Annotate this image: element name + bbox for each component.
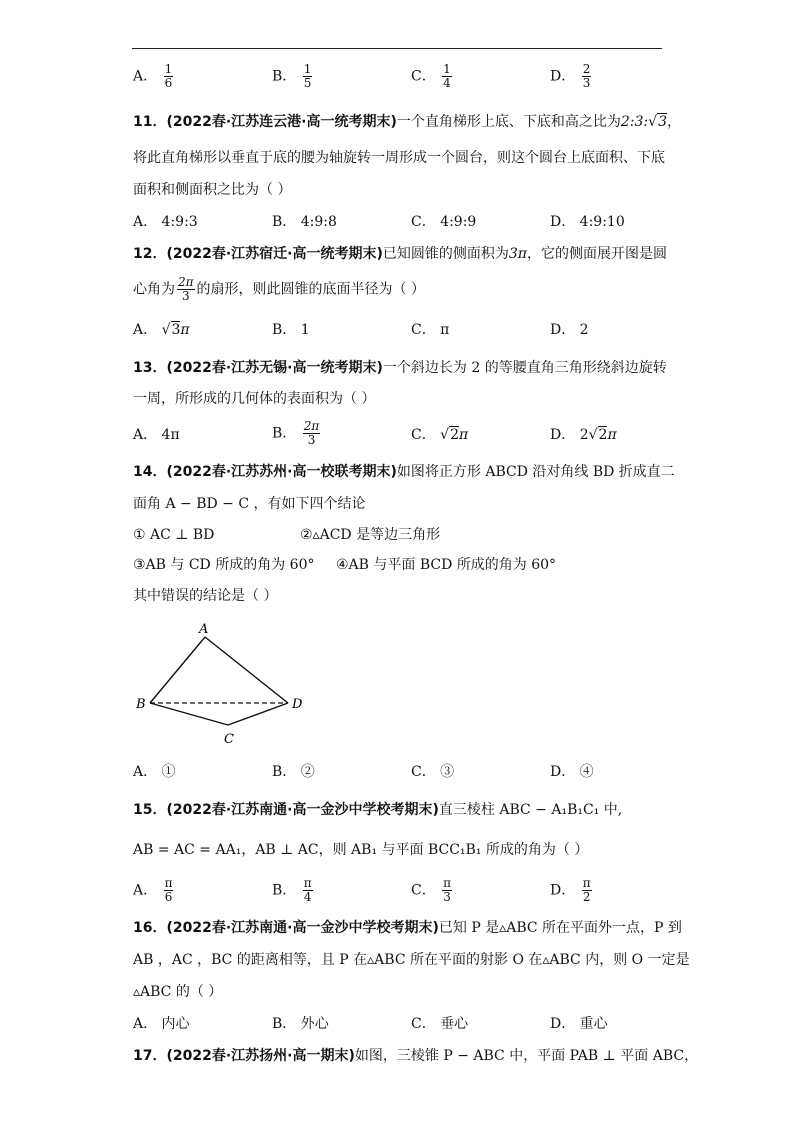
q12-stem-line-1: 12．(2022春·江苏宿迁·高一统考期末)已知圆锥的侧面积为3π，它的侧面展开图是圆 xyxy=(133,246,667,262)
q10-option-b: B． $\frac{1}{5}$ xyxy=(272,62,312,90)
edge-ab xyxy=(150,637,205,703)
q10-option-d: D． $\frac{2}{3}$ xyxy=(550,62,591,90)
q14-folded-square-figure xyxy=(130,615,310,750)
vertex-label-a: A xyxy=(199,622,209,637)
q16-option-a: A． 内心 xyxy=(133,1016,190,1032)
q12-option-d: D． 2 xyxy=(550,322,589,338)
q16-option-b: B． 外心 xyxy=(272,1016,329,1032)
q15-option-c: C． $\frac{\pi}{3}$ xyxy=(411,876,452,904)
q16-option-c: C． 垂心 xyxy=(411,1016,469,1032)
q14-conclusion-1: ① AC ⊥ BD xyxy=(133,527,215,543)
q11-stem-line-2: 将此直角梯形以垂直于底的腰为轴旋转一周形成一个圆台，则这个圆台上底面积、下底 xyxy=(133,150,665,166)
q16-stem-line-2: AB ，AC ，BC 的距离相等，且 P 在▵ABC 所在平面的射影 O 在▵ABC 内，则 O 一定是 xyxy=(133,952,690,968)
q13-option-a: A． 4π xyxy=(133,427,180,443)
q11-option-b: B． 4:9:8 xyxy=(272,214,337,230)
q17-stem-line-1: 17．(2022春·江苏扬州·高一期末)如图，三棱锥 P − ABC 中，平面 PAB ⊥ 平面 ABC， xyxy=(133,1048,699,1064)
q13-option-d: D． 2√2π xyxy=(550,427,617,443)
q11-stem-line-3: 面积和侧面积之比为（ ） xyxy=(133,182,292,198)
edge-cd xyxy=(228,703,288,725)
q15-option-a: A． $\frac{\pi}{6}$ xyxy=(133,876,173,904)
q12-option-a: A． √3π xyxy=(133,322,190,338)
q12-stem-line-2: 心角为 $\frac{2\pi}{3}$ 的扇形，则此圆锥的底面半径为（ ） xyxy=(133,275,425,303)
q14-conclusion-2: ②▵ACD 是等边三角形 xyxy=(300,527,441,543)
q15-option-b: B． $\frac{\pi}{4}$ xyxy=(272,876,312,904)
q11-option-a: A． 4:9:3 xyxy=(133,214,198,230)
vertex-label-d: D xyxy=(292,697,303,712)
q10-option-c: C． $\frac{1}{4}$ xyxy=(411,62,451,90)
vertex-label-c: C xyxy=(224,732,234,747)
q15-option-d: D． $\frac{\pi}{2}$ xyxy=(550,876,591,904)
q13-option-c: C． √2π xyxy=(411,427,469,443)
q12-option-c: C． π xyxy=(411,322,450,338)
header-rule xyxy=(132,48,662,49)
q16-stem-line-3: ▵ABC 的（ ） xyxy=(133,984,223,1000)
q11-option-c: C． 4:9:9 xyxy=(411,214,477,230)
q14-conclusion-3: ③AB 与 CD 所成的角为 60° xyxy=(133,557,315,573)
q16-stem-line-1: 16．(2022春·江苏南通·高一金沙中学校考期末)已知 P 是▵ABC 所在平面外一点，P 到 xyxy=(133,920,682,936)
q10-option-a: A． $\frac{1}{6}$ xyxy=(133,62,173,90)
q14-stem-line-5: 其中错误的结论是（ ） xyxy=(133,588,278,604)
q14-stem-line-1: 14．(2022春·江苏苏州·高一校联考期末)如图将正方形 ABCD 沿对角线 BD 折成直二 xyxy=(133,464,675,480)
q15-stem-line-1: 15．(2022春·江苏南通·高一金沙中学校考期末)直三棱柱 ABC − A₁B₁C₁ 中, xyxy=(133,802,623,818)
q14-conclusion-4: ④AB 与平面 BCD 所成的角为 60° xyxy=(336,557,557,573)
edge-bc xyxy=(150,703,228,725)
q13-stem-line-2: 一周，所形成的几何体的表面积为（ ） xyxy=(133,391,376,407)
q13-option-b: B． $\frac{2\pi}{3}$ xyxy=(272,419,320,447)
q16-option-d: D． 重心 xyxy=(550,1016,608,1032)
edge-ad xyxy=(205,637,288,703)
q14-option-b: B． ② xyxy=(272,764,315,780)
q13-stem-line-1: 13．(2022春·江苏无锡·高一统考期末)一个斜边长为 2 的等腰直角三角形绕斜边旋转 xyxy=(133,360,667,376)
q11-option-d: D． 4:9:10 xyxy=(550,214,625,230)
q14-option-d: D． ④ xyxy=(550,764,594,780)
vertex-label-b: B xyxy=(136,697,146,712)
q14-option-c: C． ③ xyxy=(411,764,455,780)
q12-option-b: B． 1 xyxy=(272,322,310,338)
q14-option-a: A． ① xyxy=(133,764,176,780)
q15-stem-line-2: AB = AC = AA₁，AB ⊥ AC，则 AB₁ 与平面 BCC₁B₁ 所成的角为（ ） xyxy=(133,842,589,858)
q14-stem-line-2: 面角 A − BD − C ，有如下四个结论 xyxy=(133,496,366,512)
q11-stem-line-1: 11．(2022春·江苏连云港·高一统考期末)一个直角梯形上底、下底和高之比为2:3:√3， xyxy=(133,114,681,130)
